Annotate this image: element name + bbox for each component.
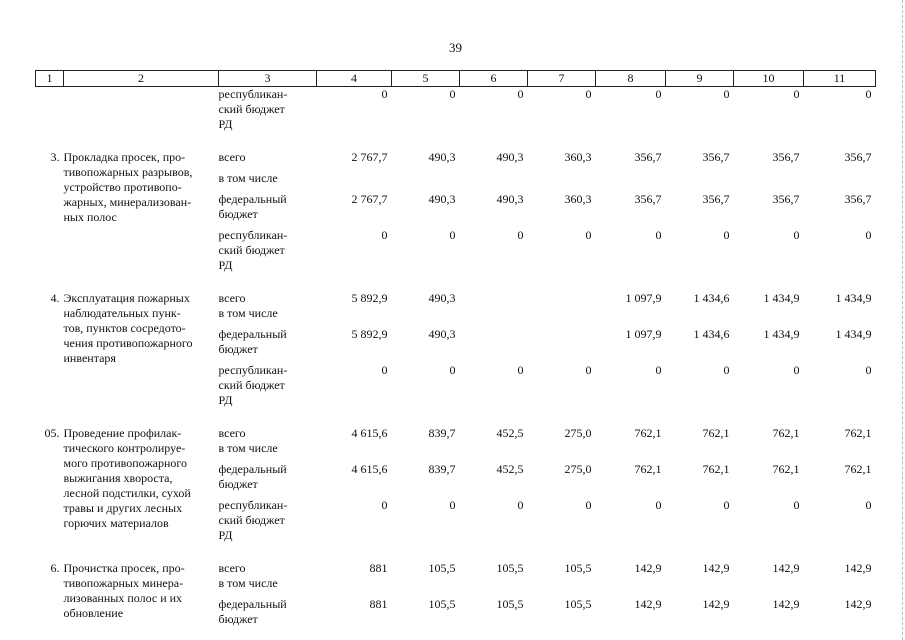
amount-cell: 0	[381, 87, 388, 101]
amount-cell: 452,5	[496, 426, 524, 440]
funding-source: всего в том числе	[218, 426, 278, 455]
table-row	[36, 561, 876, 597]
column-number: 11	[804, 71, 876, 87]
amount-cell	[317, 171, 392, 192]
column-number: 3	[219, 71, 317, 87]
amount-cell: 839,7	[428, 462, 456, 476]
amount-cell: 105,5	[496, 561, 524, 575]
amount-cell: 4 615,6	[351, 426, 388, 440]
row-number: 4.	[50, 291, 60, 305]
amount-cell: 762,1	[844, 426, 872, 440]
amount-cell: 490,3	[428, 291, 456, 305]
amount-cell	[460, 291, 528, 327]
amount-cell: 142,9	[634, 597, 662, 611]
amount-cell	[596, 171, 666, 192]
table-row	[36, 291, 876, 327]
amount-cell: 0	[865, 363, 872, 377]
row-number	[36, 87, 64, 133]
amount-cell: 356,7	[702, 192, 730, 206]
amount-cell: 0	[449, 498, 456, 512]
amount-cell: 762,1	[772, 462, 800, 476]
amount-cell: 0	[793, 228, 800, 242]
column-number: 10	[734, 71, 804, 87]
amount-cell: 881	[369, 597, 388, 611]
amount-cell: 0	[723, 228, 730, 242]
amount-cell: 762,1	[772, 426, 800, 440]
funding-source: республикан- ский бюджет РД	[218, 498, 288, 542]
budget-table	[35, 70, 876, 627]
measure-name: Прочистка просек, про- тивопожарных минера- лизованных полос и их обновление	[63, 561, 185, 620]
amount-cell: 762,1	[702, 426, 730, 440]
amount-cell: 0	[793, 363, 800, 377]
amount-cell: 0	[517, 363, 524, 377]
amount-cell: 356,7	[634, 150, 662, 164]
page-number: 39	[449, 40, 462, 55]
amount-cell: 0	[655, 363, 662, 377]
funding-source: в том числе	[218, 171, 278, 185]
amount-cell	[528, 327, 596, 363]
funding-source: республикан- ский бюджет РД	[218, 87, 288, 131]
amount-cell: 5 892,9	[351, 291, 388, 305]
measure-name: Проведение профилак- тического контролируе- мого противопожарного выжигания хвороста, лесной подстилки, сухой травы и других лесных горючих материалов	[63, 426, 191, 530]
group-spacer	[36, 408, 876, 426]
amount-cell: 105,5	[564, 561, 592, 575]
amount-cell: 142,9	[702, 597, 730, 611]
amount-cell: 0	[449, 363, 456, 377]
amount-cell	[392, 171, 460, 192]
column-number-header	[36, 71, 876, 87]
amount-cell: 0	[793, 498, 800, 512]
amount-cell: 360,3	[564, 192, 592, 206]
column-number: 7	[528, 71, 596, 87]
amount-cell: 275,0	[564, 426, 592, 440]
funding-source: федеральный бюджет	[218, 327, 287, 356]
amount-cell: 490,3	[428, 327, 456, 341]
row-number: 05.	[44, 426, 60, 440]
amount-cell: 1 097,9	[625, 327, 662, 341]
amount-cell: 452,5	[496, 462, 524, 476]
amount-cell: 0	[865, 498, 872, 512]
amount-cell: 142,9	[772, 561, 800, 575]
funding-source: всего в том числе	[218, 291, 278, 320]
row-number: 6.	[50, 561, 60, 575]
amount-cell	[528, 291, 596, 327]
amount-cell: 142,9	[702, 561, 730, 575]
amount-cell: 762,1	[702, 462, 730, 476]
column-number: 2	[64, 71, 219, 87]
amount-cell: 5 892,9	[351, 327, 388, 341]
amount-cell	[528, 171, 596, 192]
amount-cell: 1 434,9	[835, 291, 872, 305]
amount-cell: 0	[585, 498, 592, 512]
amount-cell: 356,7	[772, 192, 800, 206]
spacer-cell	[36, 132, 876, 150]
amount-cell: 762,1	[634, 426, 662, 440]
amount-cell: 0	[655, 87, 662, 101]
amount-cell: 0	[655, 228, 662, 242]
amount-cell: 0	[381, 498, 388, 512]
measure-name	[64, 87, 219, 133]
amount-cell: 0	[723, 87, 730, 101]
amount-cell: 1 434,9	[763, 291, 800, 305]
group-spacer	[36, 132, 876, 150]
amount-cell: 0	[793, 87, 800, 101]
amount-cell: 0	[865, 87, 872, 101]
funding-source: республикан- ский бюджет РД	[218, 228, 288, 272]
group-spacer	[36, 273, 876, 291]
column-number: 5	[392, 71, 460, 87]
budget-table-body	[36, 87, 876, 628]
amount-cell	[666, 171, 734, 192]
spacer-cell	[36, 543, 876, 561]
measure-name: Прокладка просек, про- тивопожарных разрывов, устройство противопо- жарных, минерализован- ных полос	[63, 150, 193, 224]
amount-cell: 356,7	[844, 150, 872, 164]
amount-cell: 360,3	[564, 150, 592, 164]
amount-cell: 356,7	[844, 192, 872, 206]
amount-cell	[460, 327, 528, 363]
amount-cell: 0	[585, 228, 592, 242]
amount-cell	[460, 171, 528, 192]
amount-cell: 490,3	[496, 150, 524, 164]
amount-cell: 881	[369, 561, 388, 575]
funding-source: федеральный бюджет	[218, 597, 287, 626]
amount-cell: 0	[381, 228, 388, 242]
amount-cell: 0	[585, 363, 592, 377]
amount-cell: 0	[449, 87, 456, 101]
amount-cell: 490,3	[428, 150, 456, 164]
column-number: 4	[317, 71, 392, 87]
amount-cell: 4 615,6	[351, 462, 388, 476]
amount-cell	[804, 171, 876, 192]
amount-cell: 0	[449, 228, 456, 242]
amount-cell: 105,5	[564, 597, 592, 611]
table-row	[36, 87, 876, 133]
funding-source: всего в том числе	[218, 561, 278, 590]
amount-cell: 0	[723, 498, 730, 512]
amount-cell: 275,0	[564, 462, 592, 476]
amount-cell: 105,5	[428, 597, 456, 611]
funding-source: федеральный бюджет	[218, 192, 287, 221]
row-number: 3.	[50, 150, 60, 164]
column-number: 8	[596, 71, 666, 87]
amount-cell: 0	[655, 498, 662, 512]
amount-cell: 105,5	[496, 597, 524, 611]
spacer-cell	[36, 273, 876, 291]
amount-cell: 0	[517, 498, 524, 512]
spacer-cell	[36, 408, 876, 426]
amount-cell: 1 434,6	[693, 327, 730, 341]
column-number: 6	[460, 71, 528, 87]
funding-source: республикан- ский бюджет РД	[218, 363, 288, 407]
amount-cell: 356,7	[702, 150, 730, 164]
column-number: 1	[36, 71, 64, 87]
table-row	[36, 426, 876, 462]
amount-cell: 142,9	[634, 561, 662, 575]
group-spacer	[36, 543, 876, 561]
amount-cell: 0	[865, 228, 872, 242]
amount-cell: 490,3	[428, 192, 456, 206]
amount-cell: 142,9	[844, 561, 872, 575]
amount-cell: 1 097,9	[625, 291, 662, 305]
amount-cell: 1 434,6	[693, 291, 730, 305]
amount-cell: 1 434,9	[835, 327, 872, 341]
table-row	[36, 150, 876, 171]
funding-source: всего	[218, 150, 246, 164]
amount-cell: 1 434,9	[763, 327, 800, 341]
amount-cell: 0	[585, 87, 592, 101]
amount-cell: 356,7	[772, 150, 800, 164]
amount-cell	[734, 171, 804, 192]
column-number: 9	[666, 71, 734, 87]
amount-cell: 356,7	[634, 192, 662, 206]
amount-cell: 0	[517, 228, 524, 242]
amount-cell: 0	[723, 363, 730, 377]
amount-cell: 0	[381, 363, 388, 377]
scan-edge-artifact	[900, 0, 903, 640]
funding-source: федеральный бюджет	[218, 462, 287, 491]
amount-cell: 2 767,7	[351, 150, 388, 164]
amount-cell: 142,9	[772, 597, 800, 611]
amount-cell: 0	[517, 87, 524, 101]
amount-cell: 762,1	[844, 462, 872, 476]
amount-cell: 2 767,7	[351, 192, 388, 206]
amount-cell: 839,7	[428, 426, 456, 440]
amount-cell: 762,1	[634, 462, 662, 476]
amount-cell: 490,3	[496, 192, 524, 206]
amount-cell: 105,5	[428, 561, 456, 575]
amount-cell: 142,9	[844, 597, 872, 611]
measure-name: Эксплуатация пожарных наблюдательных пунк- тов, пунктов сосредото- чения противопожарного инвентаря	[63, 291, 193, 365]
